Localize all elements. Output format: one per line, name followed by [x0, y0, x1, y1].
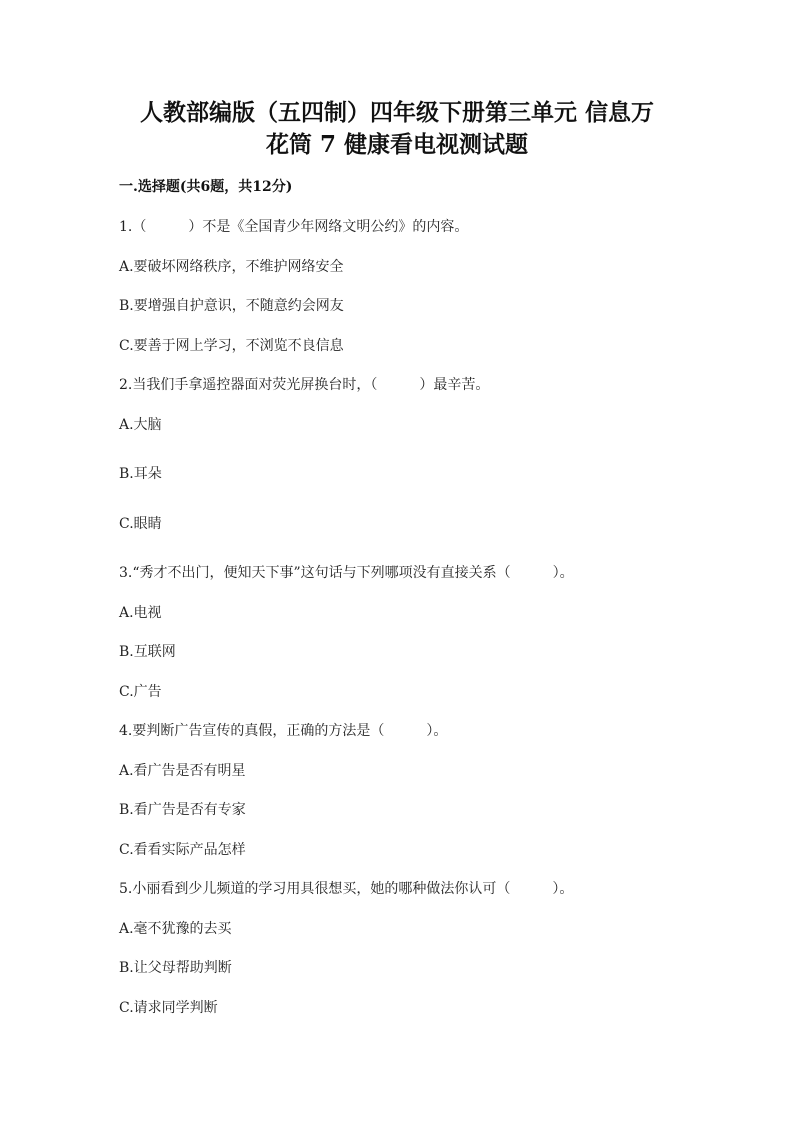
question-1-option-b: B.要增强自护意识，不随意约会网友 [119, 298, 344, 314]
section-heading: 一.选择题(共6题，共12分) [119, 179, 293, 195]
document-title-line1: 人教部编版（五四制）四年级下册第三单元 信息万 [139, 99, 654, 126]
question-2-option-c: C.眼睛 [119, 516, 162, 532]
question-4-option-a: A.看广告是否有明星 [119, 763, 246, 779]
document-title-line2: 花筒 7 健康看电视测试题 [265, 131, 529, 158]
question-4-option-c: C.看看实际产品怎样 [119, 842, 246, 858]
question-2-option-b: B.耳朵 [119, 466, 162, 482]
question-5-option-b: B.让父母帮助判断 [119, 960, 232, 976]
question-3-option-a: A.电视 [119, 605, 162, 621]
question-5-option-c: C.请求同学判断 [119, 1000, 218, 1016]
question-2-option-a: A.大脑 [119, 417, 162, 433]
question-1-option-a: A.要破坏网络秩序，不维护网络安全 [119, 259, 344, 275]
question-5-option-a: A.毫不犹豫的去买 [119, 921, 232, 937]
question-5-stem: 5.小丽看到少儿频道的学习用具很想买，她的哪种做法你认可（ ）。 [119, 881, 574, 897]
question-3-option-b: B.互联网 [119, 644, 176, 660]
question-2-stem: 2.当我们手拿遥控器面对荧光屏换台时，（ ）最辛苦。 [119, 377, 490, 393]
question-1-stem: 1.（ ）不是《全国青少年网络文明公约》的内容。 [119, 219, 469, 235]
question-1-option-c: C.要善于网上学习，不浏览不良信息 [119, 338, 344, 354]
question-3-option-c: C.广告 [119, 684, 162, 700]
question-3-stem: 3.“秀才不出门，便知天下事”这句话与下列哪项没有直接关系（ ）。 [119, 565, 574, 581]
question-4-stem: 4.要判断广告宣传的真假，正确的方法是（ ）。 [119, 723, 448, 739]
question-4-option-b: B.看广告是否有专家 [119, 802, 246, 818]
